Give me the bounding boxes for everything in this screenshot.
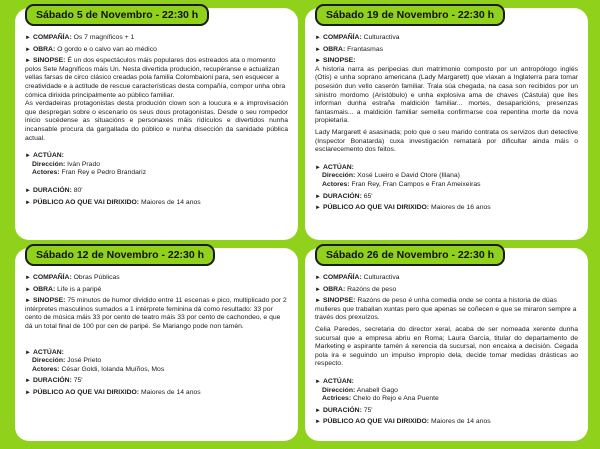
cast-block: ► ACTÚAN: Dirección: Iván Prado Actores: Fran Rey e Pedro Brandariz	[25, 152, 288, 178]
synopsis-block: ► SINOPSE: É un dos espectáculos máis populares dos estreados ata o momento polos Sete Magníficos máis Un. Nesta divertida produción, recupéranse e actualizan vellas farsas de circo clásico creadas pola familia Colombaioni para, sen esquecer a creatividade e a actitude de rescue características desta compañía, compor unha obra cómica dirixida principalmente ao público familiar. As verdadeiras protagonistas desta produción clown son a loucura e a improvisación que despregan sobre o escenario os seus dous protagonistas. Desde o seu rompedor inicio sucédense as situacións e personaxes máis ridículos e divertidos nunha incansable procura da gargallada do público e nunha disección da sanidade pública actual.	[25, 57, 288, 142]
duration-value: 65'	[363, 192, 373, 200]
actresses-line: Actrices: Chelo do Rejo e Ana Puente	[322, 395, 439, 403]
arrow-bullet-icon: ►	[315, 378, 321, 385]
duration-line: ► DURACIÓN: 75'	[25, 377, 83, 385]
event-card-nov-12	[15, 248, 298, 441]
company-line: ► COMPAÑÍA: Os 7 magníficos + 1	[25, 34, 135, 41]
duration-line: ► DURACIÓN: 75'	[315, 406, 373, 414]
company-value: Os 7 magníficos + 1	[73, 34, 135, 41]
synopsis-text: A historia narra as peripecias dun matrimonio composto por un antropólogo inglés (Otis) e unha soprano americana (Lady Margarett) que viaxan a Inglaterra para tomar posesión dun vello caserón familiar. Trala súa chegada, na casa son recibidos por un sinistro mordomo (Aristóbulo) e unha explosiva ama de chaves (Cástula) que lles informan dunha estraña maldición familiar... mortes, desaparicións, presenzas fantasmais... a maldición familiar semella confirmarse coa repentina morte da nova propietaria.	[315, 65, 578, 125]
arrow-bullet-icon: ►	[315, 58, 321, 65]
arrow-bullet-icon: ►	[25, 349, 31, 356]
arrow-bullet-icon: ►	[25, 46, 31, 53]
actors-line: Actores: Fran Rey e Pedro Brandariz	[32, 169, 147, 177]
synopsis-text: 75 minutos de humor dividido entre 11 escenas e pico, multiplicado por 2 intérpretes masculinos sumados a 1 intérprete feminina dá como resultado: 33 por cento de música máis 33 por cento de teatro máis 33 por cento de cachondeo, e que dá un total final de 100 por cen de paripé. Se Mariango pode non tamén.	[25, 297, 287, 330]
work-value: O gordo e o calvo van ao médico	[57, 45, 157, 53]
duration-value: 75'	[73, 377, 83, 385]
audience-line: ► PÚBLICO AO QUE VAI DIRIXIDO: Maiores de 14 anos	[25, 198, 201, 206]
synopsis-text-continued: Celia Paredes, secretaria do director xeral, acaba de ser nomeada xerente dunha sucursal que a empresa abriu en Roma; Laura García, titular do departamento de Marketing e aspirante tamén á xerencia da sucursal, non encaixa a decisión. Cegada pola ira e seguindo un impulso impropio dela, decide tomar medidas drásticas ao respecto.	[315, 325, 578, 368]
direction-value: Xosé Lueiro e David Otore (Illana)	[357, 172, 460, 180]
arrow-bullet-icon: ►	[25, 389, 31, 396]
direction-line: Dirección: Anabell Gago	[322, 386, 398, 394]
arrow-bullet-icon: ►	[315, 46, 321, 53]
work-line: ► OBRA: Life is a paripé	[25, 285, 102, 293]
direction-line: Dirección: Iván Prado	[32, 160, 101, 168]
work-line: ► OBRA: Frantasmas	[315, 45, 384, 53]
arrow-bullet-icon: ►	[25, 275, 31, 281]
cast-block: ► ACTÚAN: Dirección: José Prieto Actores: César Goldi, Iolanda Muíños, Mos	[25, 349, 288, 375]
direction-value: José Prieto	[67, 357, 102, 365]
duration-line: ► DURACIÓN: 80'	[25, 186, 83, 194]
arrow-bullet-icon: ►	[25, 378, 31, 385]
actors-value: Fran Rey e Pedro Brandariz	[61, 169, 147, 177]
synopsis-text-continued: As verdadeiras protagonistas desta produción clown son a loucura e a improvisación que despregan sobre o escenario os seus dous protagonistas. Desde o seu rompedor inicio sucédense as situacións e personaxes máis ridículos e divertidos nunha incansable procura da gargallada do público e nunha disección da sanidade pública actual.	[25, 100, 288, 142]
audience-value: Maiores de 14 anos	[430, 418, 491, 426]
arrow-bullet-icon: ►	[315, 275, 321, 281]
arrow-bullet-icon: ►	[25, 153, 31, 160]
direction-line: Dirección: José Prieto	[32, 357, 102, 365]
synopsis-text-continued: Lady Margarett é asasinada; polo que o seu marido contrata os servizos dun detective (Inspector Bonatarda) cuxa investigación rematará por dificultar ainda máis o esclarecemento dos feitos.	[315, 128, 578, 154]
arrow-bullet-icon: ►	[315, 164, 321, 171]
arrow-bullet-icon: ►	[25, 187, 31, 194]
event-date-tab: Sábado 19 de Novembro - 22:30 h	[315, 4, 505, 26]
arrow-bullet-icon: ►	[315, 286, 321, 293]
cast-block: ► ACTÚAN: Dirección: Anabell Gago Actrices: Chelo do Rejo e Ana Puente	[315, 378, 578, 404]
arrow-bullet-icon: ►	[315, 205, 321, 212]
company-line: ► COMPAÑÍA: Culturactiva	[315, 34, 400, 41]
arrow-bullet-icon: ►	[315, 419, 321, 426]
audience-line: ► PÚBLICO AO QUE VAI DIRIXIDO: Maiores de 14 anos	[25, 388, 201, 396]
arrow-bullet-icon: ►	[315, 193, 321, 200]
event-card-nov-19	[305, 8, 588, 240]
event-card-nov-26	[305, 248, 588, 441]
work-line: ► OBRA: O gordo e o calvo van ao médico	[25, 45, 157, 53]
work-value: Razóns de peso	[347, 285, 397, 293]
synopsis-block: ► SINOPSE: A historia narra as peripecias dun matrimonio composto por un antropólogo inglés (Otis) e unha soprano americana (Lady Margarett) que viaxan a Inglaterra para tomar posesión dun vello caserón familiar. Trala súa chegada, na casa son recibidos por un sinistro mordomo (Aristóbulo) e unha explosiva ama de chaves (Cástula) que lles informan dunha estraña maldición familiar... mortes, desaparicións, presenzas fantasmais... a maldición familiar semella confirmarse coa repentina morte da nova propietaria. Lady Margarett é asasinada; polo que o seu marido contrata os servizos dun detective (Inspector Bonatarda) cuxa investigación rematará por dificultar ainda máis o esclarecemento dos feitos.	[315, 57, 578, 154]
direction-value: Anabell Gago	[356, 386, 398, 394]
duration-line: ► DURACIÓN: 65'	[315, 192, 373, 200]
duration-value: 80'	[73, 186, 83, 194]
arrow-bullet-icon: ►	[25, 286, 31, 293]
synopsis-block: ► SINOPSE: Razóns de peso é unha comedia onde se conta a historia de dúas mulleres que traballan xuntas pero que apenas se coñecen e que se miraron sempre a través dos prexuízos. Celia Paredes, secretaria do director xeral, acaba de ser nomeada xerente dunha sucursal que a empresa abriu en Roma; Laura García, titular do departamento de Marketing e aspirante tamén á xerencia da sucursal, non encaixa a decisión. Cegada pola ira e seguindo un impulso impropio dela, decide tomar medidas drásticas ao respecto.	[315, 297, 578, 368]
work-value: Frantasmas	[347, 45, 384, 53]
duration-value: 75'	[363, 406, 373, 414]
event-date-tab: Sábado 5 de Novembro - 22:30 h	[25, 4, 209, 26]
company-value: Culturactiva	[363, 274, 400, 281]
arrow-bullet-icon: ►	[25, 58, 31, 65]
company-line: ► COMPAÑÍA: Culturactiva	[315, 274, 400, 281]
arrow-bullet-icon: ►	[25, 298, 31, 305]
work-line: ► OBRA: Razóns de peso	[315, 285, 397, 293]
audience-value: Maiores de 14 anos	[140, 198, 201, 206]
arrow-bullet-icon: ►	[25, 199, 31, 206]
work-value: Life is a paripé	[57, 285, 102, 293]
actors-value: César Goldi, Iolanda Muíños, Mos	[61, 365, 165, 373]
audience-value: Maiores de 14 anos	[140, 388, 201, 396]
audience-line: ► PÚBLICO AO QUE VAI DIRIXIDO: Maiores de 16 anos	[315, 204, 491, 212]
direction-value: Iván Prado	[67, 160, 101, 168]
arrow-bullet-icon: ►	[315, 35, 321, 41]
arrow-bullet-icon: ►	[25, 35, 31, 41]
actors-line: Actores: Fran Rey, Fran Campos e Fran Ameixeiras	[322, 180, 481, 188]
synopsis-block: ► SINOPSE: 75 minutos de humor dividido entre 11 escenas e pico, multiplicado por 2 intérpretes masculinos sumados a 1 intérprete feminina dá como resultado: 33 por cento de música máis 33 por cento de teatro máis 33 por cento de cachondeo, e que dá un total final de 100 por cen de paripé. Se Mariango pode non tamén.	[25, 297, 287, 330]
event-date-tab: Sábado 12 de Novembro - 22:30 h	[25, 244, 215, 266]
actresses-value: Chelo do Rejo e Ana Puente	[352, 395, 439, 403]
synopsis-text: É un dos espectáculos máis populares dos estreados ata o momento polos Sete Magníficos máis Un. Nesta divertida produción, recupéranse e actualizan vellas farsas de circo clásico creadas pola familia Colombaioni para, sen esquecer a creatividade e a actitude de rescue características desta compañía, compor unha obra cómica dirixida principalmente ao público familiar.	[25, 57, 286, 99]
synopsis-text: Razóns de peso é unha comedia onde se conta a historia de dúas mulleres que traballan xuntas pero que apenas se coñecen e que se miraron sempre a través dos prexuízos.	[315, 297, 577, 322]
cast-block: ► ACTÚAN: Dirección: Xosé Lueiro e David Otore (Illana) Actores: Fran Rey, Fran Campos e Fran Ameixeiras	[315, 164, 578, 190]
event-card-nov-5	[15, 8, 298, 240]
actors-line: Actores: César Goldi, Iolanda Muíños, Mos	[32, 365, 165, 373]
company-value: Culturactiva	[363, 34, 400, 41]
arrow-bullet-icon: ►	[315, 407, 321, 414]
audience-value: Maiores de 16 anos	[430, 204, 491, 212]
direction-line: Dirección: Xosé Lueiro e David Otore (Illana)	[322, 172, 460, 180]
company-value: Obras Públicas	[73, 274, 120, 281]
arrow-bullet-icon: ►	[315, 298, 321, 305]
company-line: ► COMPAÑÍA: Obras Públicas	[25, 274, 120, 281]
event-date-tab: Sábado 26 de Novembro - 22:30 h	[315, 244, 505, 266]
audience-line: ► PÚBLICO AO QUE VAI DIRIXIDO: Maiores de 14 anos	[315, 418, 491, 426]
actors-value: Fran Rey, Fran Campos e Fran Ameixeiras	[351, 180, 481, 188]
